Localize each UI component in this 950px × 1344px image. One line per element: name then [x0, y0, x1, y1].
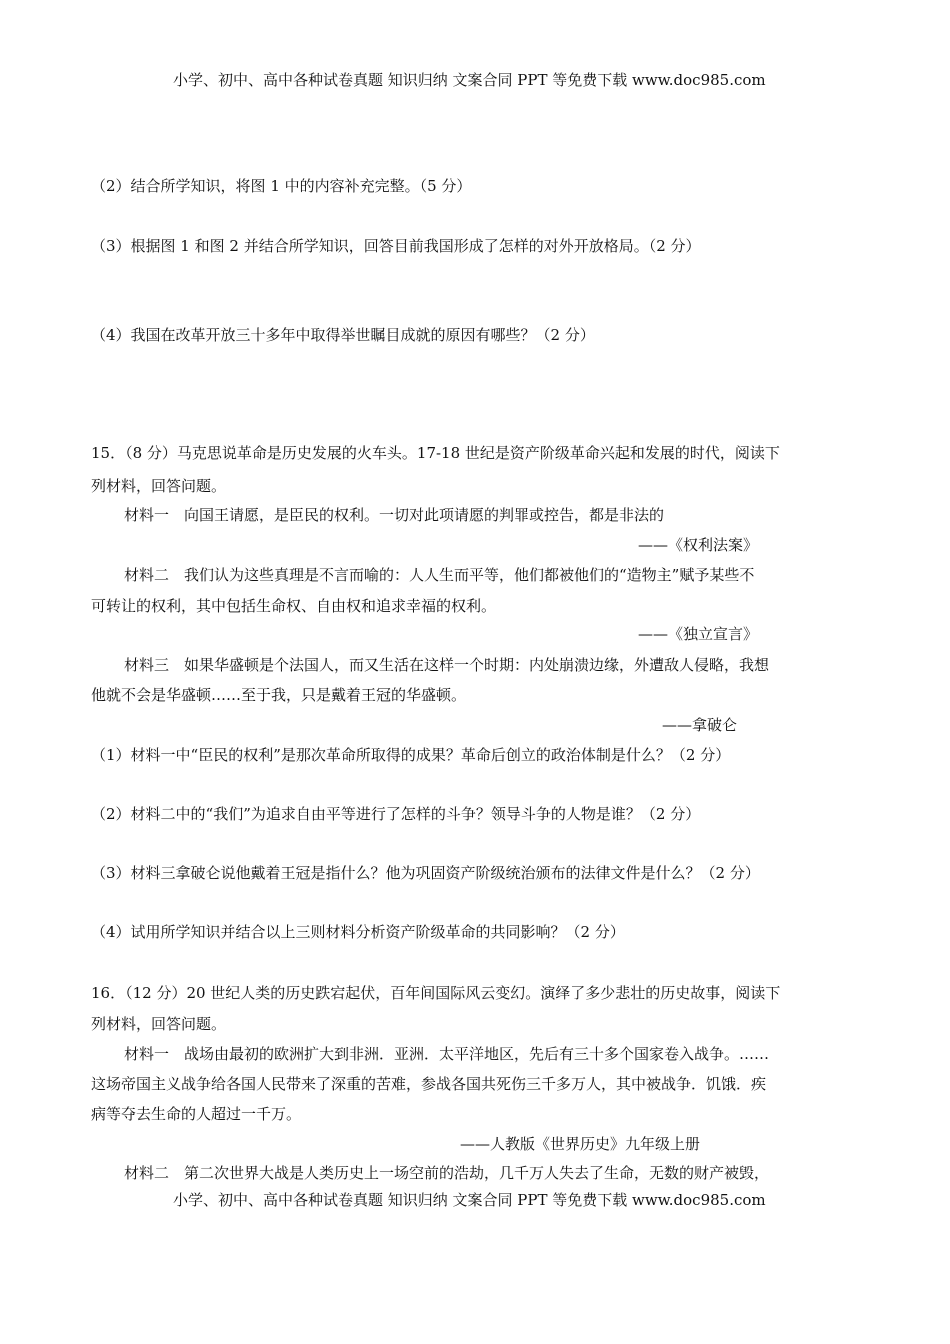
q16-material-2-line1: 材料二 第二次世界大战是人类历史上一场空前的浩劫，几千万人失去了生命，无数的财产被毁， — [124, 1164, 770, 1182]
q15-subquestion-2: （2）材料二中的“我们”为追求自由平等进行了怎样的斗争？领导斗争的人物是谁？（2 分） — [91, 805, 701, 823]
q15-material-1: 材料一 向国王请愿，是臣民的权利。一切对此项请愿的判罪或控告，都是非法的 — [124, 506, 665, 524]
page-header: 小学、初中、高中各种试卷真题 知识归纳 文案合同 PPT 等免费下载 www.doc985.com — [173, 71, 766, 89]
q15-material-2-source: ——《独立宣言》 — [638, 625, 759, 643]
q15-material-1-source: ——《权利法案》 — [638, 536, 759, 554]
q16-intro-line1: 16．（12 分）20 世纪人类的历史跌宕起伏，百年间国际风云变幻。演绎了多少悲壮的历史故事，阅读下 — [91, 984, 781, 1002]
q14-subquestion-4: （4）我国在改革开放三十多年中取得举世瞩目成就的原因有哪些？（2 分） — [91, 326, 595, 344]
q15-intro-line2: 列材料，回答问题。 — [91, 477, 227, 495]
q15-material-3-line1: 材料三 如果华盛顿是个法国人，而又生活在这样一个时期：内处崩溃边缘，外遭敌人侵略，我想 — [124, 656, 770, 674]
q15-subquestion-4: （4）试用所学知识并结合以上三则材料分析资产阶级革命的共同影响？（2 分） — [91, 923, 625, 941]
page-footer: 小学、初中、高中各种试卷真题 知识归纳 文案合同 PPT 等免费下载 www.doc985.com — [173, 1191, 766, 1209]
q15-material-2-line2: 可转让的权利，其中包括生命权、自由权和追求幸福的权利。 — [91, 597, 497, 615]
q15-subquestion-3: （3）材料三拿破仑说他戴着王冠是指什么？他为巩固资产阶级统治颁布的法律文件是什么？（2 分） — [91, 864, 760, 882]
q16-material-1-line3: 病等夺去生命的人超过一千万。 — [91, 1105, 302, 1123]
q15-material-3-source: ——拿破仑 — [662, 716, 738, 734]
q14-subquestion-3: （3）根据图 1 和图 2 并结合所学知识，回答目前我国形成了怎样的对外开放格局。（2 分） — [91, 237, 701, 255]
q14-subquestion-2: （2）结合所学知识，将图 1 中的内容补充完整。（5 分） — [91, 177, 472, 195]
q15-material-2-line1: 材料二 我们认为这些真理是不言而喻的：人人生而平等，他们都被他们的“造物主”赋予某些不 — [124, 566, 755, 584]
q16-material-1-line1: 材料一 战场由最初的欧洲扩大到非洲．亚洲．太平洋地区，先后有三十多个国家卷入战争。…… — [124, 1045, 770, 1063]
q15-intro-line1: 15．（8 分）马克思说革命是历史发展的火车头。17-18 世纪是资产阶级革命兴起和发展的时代，阅读下 — [91, 444, 780, 462]
q15-subquestion-1: （1）材料一中“臣民的权利”是那次革命所取得的成果？革命后创立的政治体制是什么？（2 分） — [91, 746, 731, 764]
q16-material-1-source: ——人教版《世界历史》九年级上册 — [460, 1135, 701, 1153]
q16-intro-line2: 列材料，回答问题。 — [91, 1015, 227, 1033]
q16-material-1-line2: 这场帝国主义战争给各国人民带来了深重的苦难，参战各国共死伤三千多万人，其中被战争．饥饿．疾 — [91, 1075, 767, 1093]
q15-material-3-line2: 他就不会是华盛顿……至于我，只是戴着王冠的华盛顿。 — [91, 686, 467, 704]
